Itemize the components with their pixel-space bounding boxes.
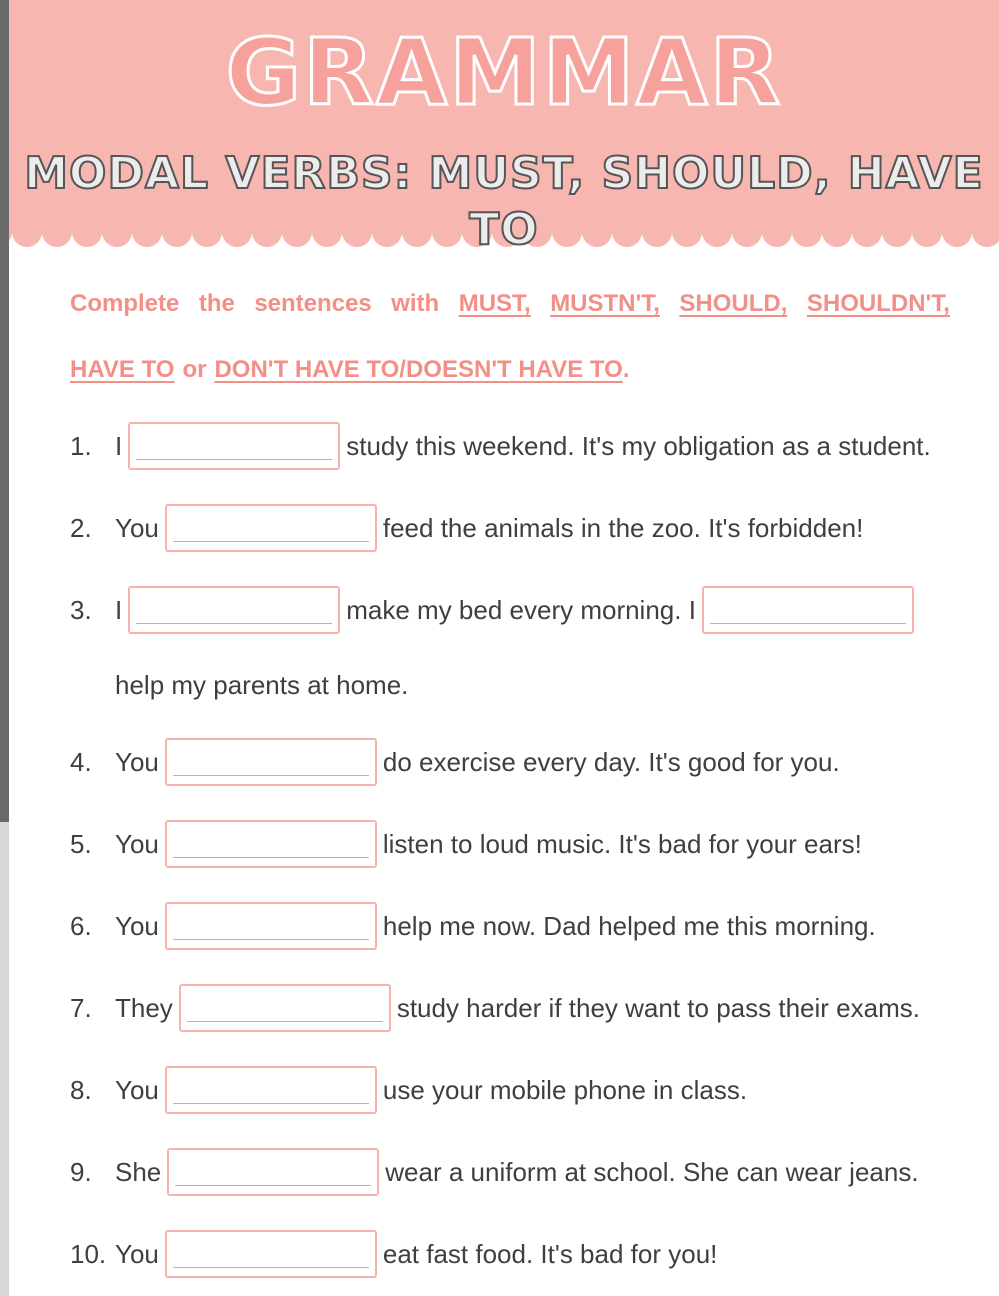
exercise-number: 5.	[70, 828, 92, 859]
keyword-dont-have-to: DON'T HAVE TO/DOESN'T HAVE TO	[214, 356, 623, 383]
exercise-text: wear a uniform at school. She can wear jeans.	[385, 1156, 919, 1187]
keyword-must: MUST,	[458, 290, 531, 317]
instruction-period: .	[622, 356, 630, 383]
instructions	[70, 282, 950, 390]
answer-blank-second[interactable]	[702, 586, 914, 634]
keyword-mustnt: MUSTN'T,	[550, 290, 660, 317]
exercise-text: use your mobile phone in class.	[382, 1074, 748, 1105]
answer-blank[interactable]	[165, 902, 377, 950]
exercise-number: 8.	[70, 1074, 92, 1105]
answer-blank[interactable]	[128, 586, 340, 634]
exercise-number: 10.	[70, 1238, 107, 1269]
keyword-shouldnt: SHOULDN'T,	[806, 290, 950, 317]
exercise-subject: I	[115, 594, 123, 625]
exercise-text: do exercise every day. It's good for you.	[382, 746, 840, 777]
window-edge-dark	[0, 0, 9, 822]
exercise-subject: You	[115, 512, 159, 543]
exercise-row	[70, 738, 840, 786]
instruction-word: the	[198, 290, 235, 317]
answer-blank[interactable]	[165, 1230, 377, 1278]
exercise-subject: You	[115, 1074, 159, 1105]
exercise-number: 3.	[70, 594, 92, 625]
exercise-row	[70, 1148, 919, 1196]
exercise-subject: I	[115, 430, 123, 461]
exercise-number: 7.	[70, 992, 92, 1023]
exercise-text: make my bed every morning. I	[346, 594, 696, 625]
window-edge	[0, 0, 9, 1296]
exercise-row	[70, 586, 920, 634]
page-subtitle: MODAL VERBS: MUST, SHOULD, HAVE TO	[24, 148, 984, 255]
instructions-line-1	[70, 282, 950, 326]
exercise-subject: You	[115, 1238, 159, 1269]
instruction-word: with	[391, 290, 440, 317]
answer-blank[interactable]	[165, 738, 377, 786]
exercise-subject: You	[115, 746, 159, 777]
page-title: GRAMMAR	[225, 19, 783, 126]
instruction-word: Complete	[70, 290, 180, 317]
exercise-text: study this weekend. It's my obligation as a student.	[346, 430, 931, 461]
window-edge-light	[0, 822, 9, 1296]
exercise-row	[70, 504, 863, 552]
exercise-row	[70, 902, 876, 950]
exercise-text: feed the animals in the zoo. It's forbidden!	[382, 512, 864, 543]
exercise-number: 6.	[70, 910, 92, 941]
exercise-row	[70, 422, 931, 470]
exercise-row	[70, 984, 920, 1032]
exercise-subject: She	[115, 1156, 162, 1187]
exercise-text: study harder if they want to pass their exams.	[396, 992, 920, 1023]
keyword-should: SHOULD,	[679, 290, 788, 317]
exercise-number: 9.	[70, 1156, 92, 1187]
answer-blank[interactable]	[128, 422, 340, 470]
instruction-word: or	[182, 356, 207, 383]
exercise-number: 1.	[70, 430, 92, 461]
exercise-row	[70, 820, 862, 868]
instructions-line-2	[70, 350, 950, 390]
exercise-row	[70, 1230, 717, 1278]
exercise-number: 4.	[70, 746, 92, 777]
keyword-have-to: HAVE TO	[70, 356, 175, 383]
exercise-text: eat fast food. It's bad for you!	[382, 1238, 718, 1269]
answer-blank[interactable]	[165, 820, 377, 868]
answer-blank[interactable]	[165, 1066, 377, 1114]
exercise-subject: They	[115, 992, 173, 1023]
answer-blank[interactable]	[165, 504, 377, 552]
exercise-text: help me now. Dad helped me this morning.	[382, 910, 876, 941]
exercise-continuation: help my parents at home.	[115, 670, 409, 700]
answer-blank[interactable]	[167, 1148, 379, 1196]
exercise-subject: You	[115, 828, 159, 859]
answer-blank[interactable]	[179, 984, 391, 1032]
instruction-word: sentences	[254, 290, 372, 317]
exercise-text: listen to loud music. It's bad for your ears!	[382, 828, 862, 859]
exercise-row	[70, 1066, 747, 1114]
exercise-number: 2.	[70, 512, 92, 543]
exercise-subject: You	[115, 910, 159, 941]
